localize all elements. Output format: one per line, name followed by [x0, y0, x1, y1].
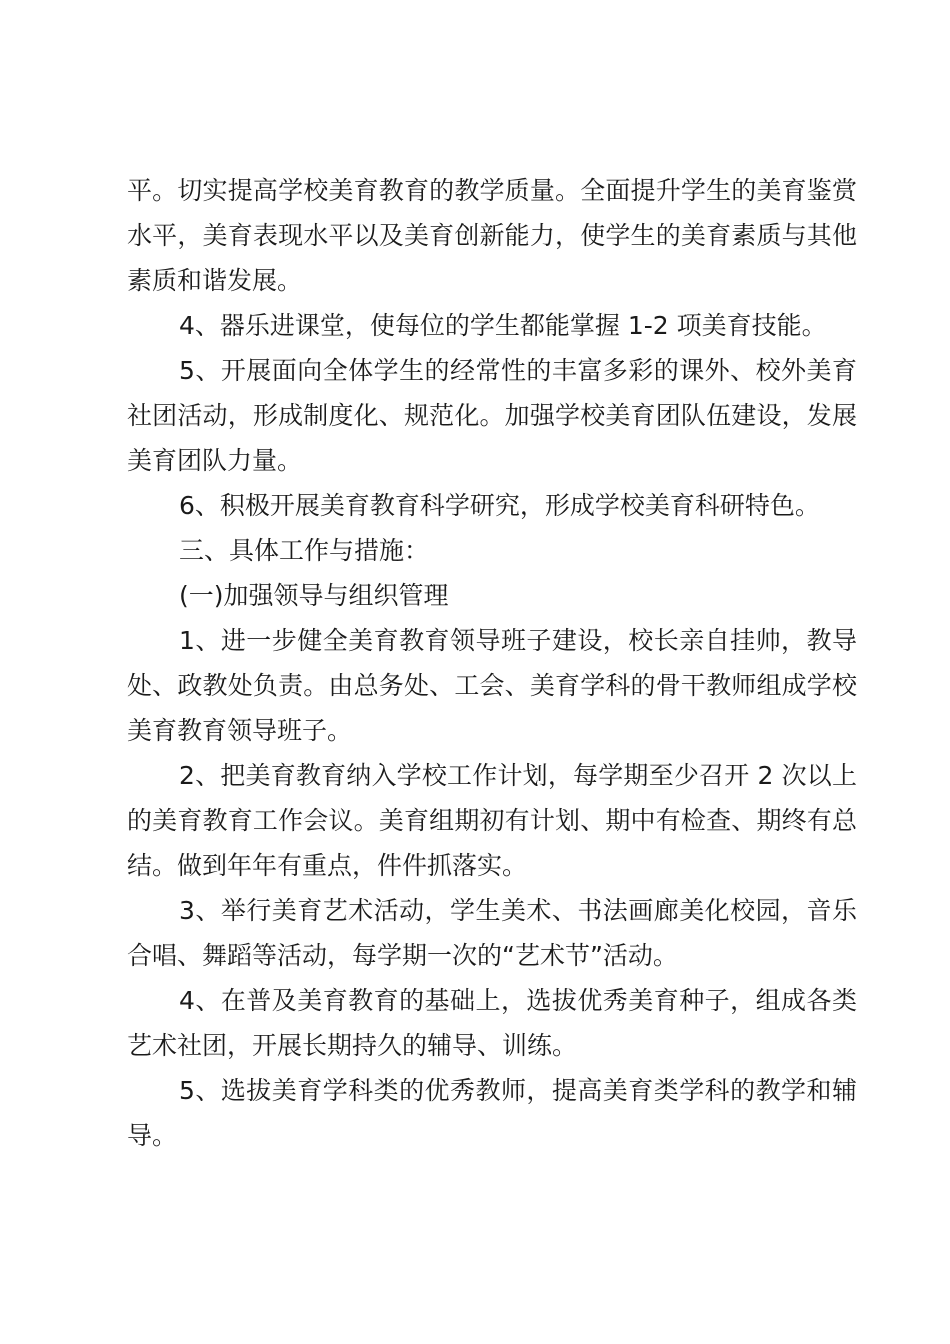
paragraph-item-5-clubs: 5、开展面向全体学生的经常性的丰富多彩的课外、校外美育社团活动，形成制度化、规范化。加强学校美育团队伍建设，发展美育团队力量。	[127, 356, 857, 475]
paragraph-measure-1: 1、进一步健全美育教育领导班子建设，校长亲自挂帅，教导处、政教处负责。由总务处、工会、美育学科的骨干教师组成学校美育教育领导班子。	[127, 626, 857, 745]
paragraph-measure-3: 3、举行美育艺术活动，学生美术、书法画廊美化校园，音乐合唱、舞蹈等活动，每学期一次的“艺术节”活动。	[127, 896, 857, 970]
paragraph-measure-4: 4、在普及美育教育的基础上，选拔优秀美育种子，组成各类艺术社团，开展长期持久的辅导、训练。	[127, 986, 857, 1060]
paragraph-measure-2: 2、把美育教育纳入学校工作计划，每学期至少召开 2 次以上的美育教育工作会议。美育组期初有计划、期中有检查、期终有总结。做到年年有重点，件件抓落实。	[127, 761, 857, 880]
paragraph-item-6-research: 6、积极开展美育教育科学研究，形成学校美育科研特色。	[179, 491, 820, 520]
document-body	[127, 168, 857, 1158]
section-heading-measures: 三、具体工作与措施：	[179, 536, 430, 565]
paragraph-continuation: 平。切实提高学校美育教育的教学质量。全面提升学生的美育鉴赏水平，美育表现水平以及美育创新能力，使学生的美育素质与其他素质和谐发展。	[127, 176, 857, 295]
subsection-heading-leadership: (一)加强领导与组织管理	[179, 581, 449, 610]
paragraph-item-4-instrument: 4、器乐进课堂，使每位的学生都能掌握 1-2 项美育技能。	[179, 311, 827, 340]
paragraph-measure-5: 5、选拔美育学科类的优秀教师，提高美育类学科的教学和辅导。	[127, 1076, 857, 1150]
